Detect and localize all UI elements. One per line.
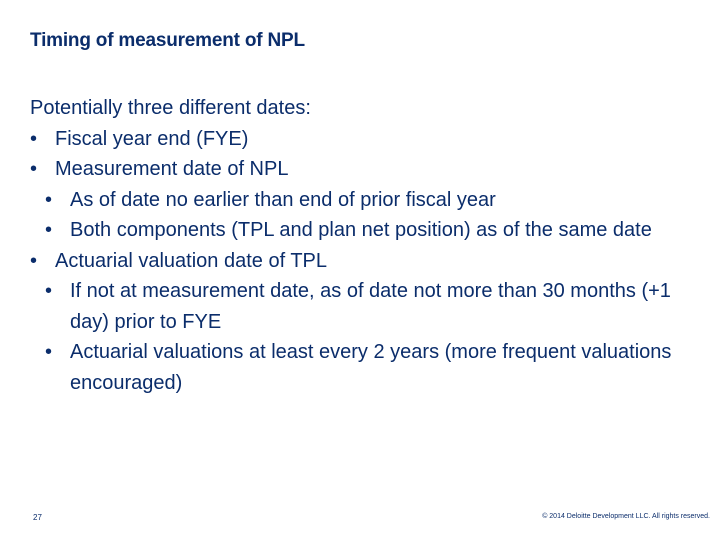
sub-bullet-text: Actuarial valuations at least every 2 years (more frequent valuations encouraged) [70,341,672,394]
bullet-item-text: Fiscal year end (FYE) [55,127,249,150]
sub-bullet-item [30,185,700,216]
intro-text: Potentially three different dates: [30,97,311,119]
sub-bullet-item [30,215,700,246]
bullet-icon: • [45,188,53,211]
slide-title: Timing of measurement of NPL [30,30,305,51]
bullet-item-fiscal-year-end [30,124,700,155]
bullet-icon: • [45,219,53,241]
copyright-notice: © 2014 Deloitte Development LLC. All rights reserved. [542,513,710,520]
sub-bullet-text: If not at measurement date, as of date not more than 30 months (+1 day) prior to FYE [70,280,671,333]
bullet-icon: • [30,158,38,180]
sub-bullet-item [30,276,700,337]
bullet-item-text: Actuarial valuation date of TPL [55,249,328,272]
sub-bullet-text: Both components (TPL and plan net position) as of the same date [70,219,652,241]
bullet-icon: • [45,341,53,363]
sub-bullet-item [30,337,700,398]
bullet-item-actuarial-valuation-date [30,246,700,277]
page-number: 27 [33,513,42,522]
bullet-item-measurement-date [30,154,700,185]
bullet-icon: • [30,249,38,272]
slide-body [30,93,700,398]
bullet-icon: • [30,127,38,150]
sub-bullet-text: As of date no earlier than end of prior fiscal year [70,188,496,211]
bullet-item-text: Measurement date of NPL [55,158,289,180]
bullet-icon: • [45,280,53,302]
